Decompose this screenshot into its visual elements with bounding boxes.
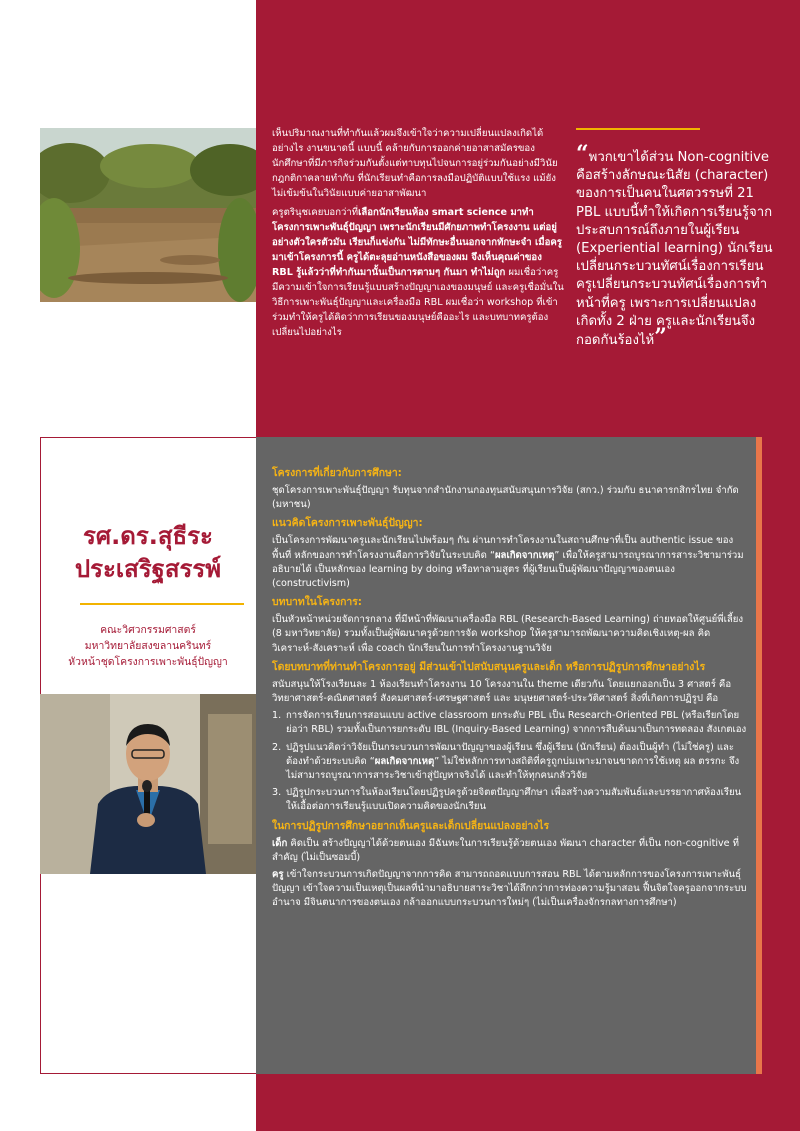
heading-role: บทบาทในโครงการ: (272, 596, 362, 609)
pull-quote-text: พวกเขาได้ส่วน Non-cognitive คือสร้างลักษณะนิสัย (character) ของการเป็นคนในศตวรรษที่ 21 PBL แบบนี้ทำให้เกิดการเรียนรู้จากประสบการณ์ถึงภายในผู้เรียน (Experiential learning) นักเรียนเปลี่ยนกระบวนทัศน์เรื่องการเรียน ครูเปลี่ยนกระบวนทัศน์เรื่องการทำหน้าที่ครู เพราะการเปลี่ยนแปลงเกิดทั้ง 2 ฝ่าย ครูและนักเรียนจึงกอดกันร้องไห้ (576, 150, 773, 349)
affiliation-faculty: คณะวิศวกรรมศาสตร์ (100, 624, 196, 636)
paragraph-support: สนับสนุนให้โรงเรียนละ 1 ห้องเรียนทำโครงงาน 10 โครงงานใน theme เดียวกัน โดยแยกออกเป็น 3 ศาสตร์ คือ วิทยาศาสตร์-คณิตศาสตร์ สังคมศาสตร์-เศรษฐศาสตร์ และ มนุษยศาสตร์-ประวัติศาสตร์ สิ่งที่เกิดการปฏิรูป คือ (272, 678, 732, 705)
list-item-text-lead: ปฏิรูปแนวคิดว่าวิจัยเป็นกระบวนการพัฒนาปัญญาของผู้เรียน ซึ่งผู้เรียน (นักเรียน) ต้องเป็นผู้ทำ (ไม่ใช่ครู) และต้องทำด้วยระบบคิด “ (286, 741, 735, 767)
paragraph-students (272, 837, 750, 865)
intro-text-column (272, 126, 564, 344)
students-label: เด็ก (272, 837, 288, 849)
list-item-emphasis: ผลเกิดจากเหตุ (374, 755, 435, 767)
concept-emphasis: ผลเกิดจากเหตุ (494, 549, 555, 561)
quote-close-mark: ” (654, 324, 667, 351)
list-item-text-tail: ” ไม่ใช่หลักการทางสถิติที่ครูถูกบ่มเพาะมาจนขาดการใช้เหตุ ผล ตรรกะ จึงไม่สามารถบูรณาการสาระวิชาเข้าสู่ปัญหาจริงได้ และทำให้ทุกคนกลัววิจัย (286, 755, 740, 782)
quote-open-mark: “ (576, 141, 589, 167)
intro-paragraph-2 (272, 205, 564, 340)
intro-paragraph-2-lead: ครูตรินุชเคยบอกว่าที่ (272, 207, 359, 218)
field-landscape-photo (40, 128, 256, 302)
intro-paragraph-2-tail: ผมเชื่อว่าครูมีความเข้าใจการเรียนรู้แบบสร้างปัญญาเองของมนุษย์ และครูเชื่อมั่นในวิธีการเพาะพันธุ์ปัญญาและเครื่องมือ RBL ผมเชื่อว่า workshop ที่เข้าร่วมทำให้ครูได้คิดว่าการเรียนของมนุษย์คืออะไร และบทบาทครูต้องเปลี่ยนไปอย่างไร (272, 267, 564, 338)
list-number: 2. (272, 741, 282, 753)
heading-concept: แนวคิดโครงการเพาะพันธุ์ปัญญา: (272, 517, 423, 530)
name-divider (80, 603, 244, 605)
list-item (272, 709, 750, 737)
list-item (272, 786, 750, 814)
affiliation-role: หัวหน้าชุดโครงการเพาะพันธุ์ปัญญา (68, 656, 228, 668)
paragraph-concept (272, 534, 750, 591)
concept-lead: เป็นโครงการพัฒนาครูและนักเรียนไปพร้อมๆ กัน ผ่านการทำโครงงานในสถานศึกษาที่เป็น authentic issue ของพื้นที่ หลักของการทำโครงงานคือการวิจัยในระบบคิด “ (272, 535, 734, 561)
profile-name (40, 520, 256, 586)
intro-paragraph-1: เห็นปริมาณงานที่ทำกันแล้วผมจึงเข้าใจว่าความเปลี่ยนแปลงเกิดได้อย่างไร งานขนาดนี้ แบบนี้ คล้ายกับการออกค่ายอาสาสมัครของนักศึกษาที่มีภารกิจร่วมกันตั้งแต่ทาบทุนไปจนการอยู่ร่วมกันอย่างมีวินัยกฎกติกาคลายทำกับ ที่นักเรียนทำคือการลงมือปฏิบัติแบบใช้แรง แม้ยังไม่เข้มข้นในวินัยแบบค่ายอาสาพัฒนา (272, 128, 558, 199)
speaker-photo (40, 694, 256, 874)
heading-support: โดยบทบาทที่ท่านทำโครงการอยู่ มีส่วนเข้าไปสนับสนุนครูและเด็ก หรือการปฏิรูปการศึกษาอย่างไร (272, 660, 706, 673)
affiliation-university: มหาวิทยาลัยสงขลานครินทร์ (84, 640, 212, 652)
teachers-label: ครู (272, 869, 284, 881)
profile-affiliation (40, 622, 256, 670)
heading-projects: โครงการที่เกี่ยวกับการศึกษา: (272, 467, 402, 479)
heading-vision: ในการปฏิรูปการศึกษาอยากเห็นครูและเด็กเปลี่ยนแปลงอย่างไร (272, 819, 550, 832)
quote-divider (576, 128, 700, 130)
intro-paragraph-2-emphasis: เลือกนักเรียนห้อง smart science มาทำโครงการเพาะพันธุ์ปัญญา เพราะนักเรียนมีศักยภาพทำโครงงาน แต่อยู่อย่างตัวใครตัวมัน เรียนก็แข่งกัน ไม่มีทักษะอื่นนอกจากทักษะจำ เมื่อครูมาเข้าโครงการนี้ ครูได้ตะลุยอ่านหนังสือของผม จึงเห็นคุณค่าของ RBL รู้แล้วว่าที่ทำกันมานั้นเป็นการตามๆ กันมา ทำไม่ถูก (272, 207, 562, 278)
list-item (272, 741, 750, 784)
paragraph-role: เป็นหัวหน้าหน่วยจัดการกลาง ที่มีหน้าที่พัฒนาเครื่องมือ RBL (Research-Based Learning) ถ่ายทอดให้ศูนย์พี่เลี้ยง (8 มหาวิทยาลัย) รวมทั้งเป็นผู้พัฒนาครูด้วยการจัด workshop ให้ครูสามารถพัฒนาความคิดเชิงเหตุ-ผล คิดวิเคราะห์-สังเคราะห์ เพื่อ coach นักเรียนในการทำโครงงานฐานวิจัย (272, 614, 744, 654)
speaker-illustration (40, 694, 256, 874)
list-item-text: การจัดการเรียนการสอนแบบ active classroom ยกระดับ PBL เป็น Research-Oriented PBL (หรือเรียกโดยย่อว่า RBL) รวมทั้งเป็นการยกระดับ IBL (Inquiry-Based Learning) จากการสืบค้นมาเป็นการทดลอง สังเกตเอง (286, 710, 747, 736)
concept-tail: ” เพื่อให้ครูสามารถบูรณาการสาระวิชามาร่วมอธิบายได้ เป็นหลักของ learning by doing หรือทาลามสูตร ที่ผู้เรียนเป็นผู้พัฒนาปัญญาของตนเอง (constructivism) (272, 549, 744, 590)
paragraph-teachers (272, 868, 750, 911)
paragraph-projects: ชุดโครงการเพาะพันธุ์ปัญญา รับทุนจากสำนักงานกองทุนสนับสนุนการวิจัย (สกว.) ร่วมกับ ธนาคารกสิกรไทย จำกัด (มหาชน) (272, 485, 739, 511)
pull-quote (576, 141, 776, 351)
profile-name-line2: ประเสริฐสรรพ์ (74, 555, 222, 583)
teachers-text: เข้าใจกระบวนการเกิดปัญญาจากการคิด สามารถถอดแบบการสอน RBL ได้ตามหลักการของโครงการเพาะพันธุ์ปัญญา เข้าใจความเป็นเหตุเป็นผลที่นำมาอธิบายสาระวิชาได้ลึกกว่าการท่องความรู้มาสอน ฟื้นจิตใจครูออกจากระบบอำนาจ มีจินตนาการของตนเอง กล้าออกแบบกระบวนการใหม่ๆ (ไม่เป็นเครื่องจักรกลทางการศึกษา) (272, 869, 747, 909)
field-landscape-illustration (40, 128, 256, 302)
accent-bar (756, 437, 762, 1074)
list-number: 3. (272, 787, 282, 799)
list-item-text: ปฏิรูปกระบวนการในห้องเรียนโดยปฏิรูปครูด้วยจิตตปัญญาศึกษา เพื่อสร้างความสัมพันธ์และบรรยากาศห้องเรียนให้เอื้อต่อการเรียนรู้แบบเปิดความคิดของนักเรียน (286, 787, 742, 813)
profile-content (272, 462, 750, 914)
profile-name-line1: รศ.ดร.สุธีระ (83, 522, 213, 550)
reform-list (272, 709, 750, 814)
students-text: คิดเป็น สร้างปัญญาได้ด้วยตนเอง มีฉันทะในการเรียนรู้ด้วยตนเอง พัฒนา character ที่เป็น non-cognitive ที่สำคัญ (ไม่เป็นซอมบี้) (272, 837, 739, 863)
list-number: 1. (272, 710, 282, 722)
